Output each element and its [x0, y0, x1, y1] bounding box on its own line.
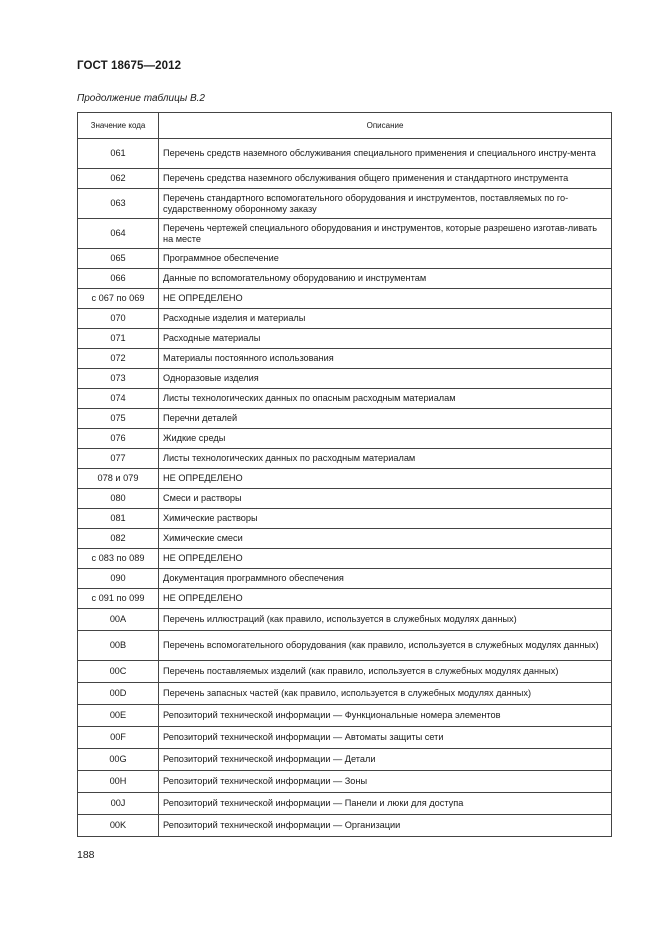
code-cell: 00H: [78, 771, 159, 793]
table-row: [78, 489, 612, 509]
code-cell: 070: [78, 309, 159, 329]
description-cell: Программное обеспечение: [159, 249, 612, 269]
code-cell: 075: [78, 409, 159, 429]
code-cell: 073: [78, 369, 159, 389]
document-header: ГОСТ 18675—2012: [77, 60, 182, 72]
table-caption: Продолжение таблицы В.2: [77, 93, 205, 104]
description-cell: НЕ ОПРЕДЕЛЕНО: [159, 549, 612, 569]
code-cell: 072: [78, 349, 159, 369]
table-row: [78, 139, 612, 169]
description-cell: Расходные материалы: [159, 329, 612, 349]
table-row: [78, 771, 612, 793]
table-row: [78, 793, 612, 815]
code-cell: с 067 по 069: [78, 289, 159, 309]
description-cell: Одноразовые изделия: [159, 369, 612, 389]
description-cell: Листы технологических данных по опасным расходным материалам: [159, 389, 612, 409]
column-header-description: Описание: [159, 113, 612, 139]
page-number: 188: [77, 849, 95, 861]
code-cell: 080: [78, 489, 159, 509]
table-row: [78, 661, 612, 683]
code-cell: 078 и 079: [78, 469, 159, 489]
table-row: [78, 329, 612, 349]
description-cell: Перечни деталей: [159, 409, 612, 429]
table-row: [78, 727, 612, 749]
table-row: [78, 409, 612, 429]
description-cell: Перечень запасных частей (как правило, используется в служебных модулях данных): [159, 683, 612, 705]
description-cell: Репозиторий технической информации — Детали: [159, 749, 612, 771]
code-cell: 00J: [78, 793, 159, 815]
code-cell: 00D: [78, 683, 159, 705]
description-cell: Данные по вспомогательному оборудованию и инструментам: [159, 269, 612, 289]
description-cell: НЕ ОПРЕДЕЛЕНО: [159, 289, 612, 309]
table-row: [78, 589, 612, 609]
code-cell: 077: [78, 449, 159, 469]
description-cell: Репозиторий технической информации — Панели и люки для доступа: [159, 793, 612, 815]
table-row: [78, 569, 612, 589]
table-row: [78, 749, 612, 771]
code-cell: 00K: [78, 815, 159, 837]
table-row: [78, 219, 612, 249]
code-cell: 00B: [78, 631, 159, 661]
description-cell: Репозиторий технической информации — Функциональные номера элементов: [159, 705, 612, 727]
table-row: [78, 369, 612, 389]
code-cell: 00G: [78, 749, 159, 771]
code-cell: 081: [78, 509, 159, 529]
table-row: [78, 269, 612, 289]
description-cell: Перечень чертежей специального оборудования и инструментов, которые разрешено изготав-ливать на месте: [159, 219, 612, 249]
description-cell: Материалы постоянного использования: [159, 349, 612, 369]
code-cell: 074: [78, 389, 159, 409]
code-cell: 00C: [78, 661, 159, 683]
code-cell: 076: [78, 429, 159, 449]
code-cell: 071: [78, 329, 159, 349]
description-cell: Перечень поставляемых изделий (как правило, используется в служебных модулях данных): [159, 661, 612, 683]
description-cell: НЕ ОПРЕДЕЛЕНО: [159, 589, 612, 609]
table-row: [78, 683, 612, 705]
description-cell: Расходные изделия и материалы: [159, 309, 612, 329]
description-cell: Репозиторий технической информации — Зоны: [159, 771, 612, 793]
table-row: [78, 349, 612, 369]
code-cell: 00E: [78, 705, 159, 727]
table-row: [78, 469, 612, 489]
code-cell: 00F: [78, 727, 159, 749]
table-row: [78, 815, 612, 837]
table-row: [78, 249, 612, 269]
code-cell: 065: [78, 249, 159, 269]
description-cell: Перечень средств наземного обслуживания специального применения и специального инстру-мента: [159, 139, 612, 169]
code-cell: 066: [78, 269, 159, 289]
table-row: [78, 705, 612, 727]
description-cell: Листы технологических данных по расходным материалам: [159, 449, 612, 469]
description-cell: Перечень иллюстраций (как правило, используется в служебных модулях данных): [159, 609, 612, 631]
table-row: [78, 389, 612, 409]
table-row: [78, 609, 612, 631]
code-cell: 063: [78, 189, 159, 219]
description-cell: Репозиторий технической информации — Автоматы защиты сети: [159, 727, 612, 749]
table-row: [78, 549, 612, 569]
table-row: [78, 529, 612, 549]
code-table: [77, 112, 612, 837]
table-row: [78, 309, 612, 329]
code-cell: 090: [78, 569, 159, 589]
table-row: [78, 449, 612, 469]
description-cell: Перечень средства наземного обслуживания общего применения и стандартного инструмента: [159, 169, 612, 189]
code-cell: 00A: [78, 609, 159, 631]
description-cell: Химические растворы: [159, 509, 612, 529]
table-row: [78, 509, 612, 529]
code-cell: 062: [78, 169, 159, 189]
description-cell: Документация программного обеспечения: [159, 569, 612, 589]
description-cell: Репозиторий технической информации — Организации: [159, 815, 612, 837]
description-cell: НЕ ОПРЕДЕЛЕНО: [159, 469, 612, 489]
code-cell: с 083 по 089: [78, 549, 159, 569]
description-cell: Химические смеси: [159, 529, 612, 549]
description-cell: Перечень вспомогательного оборудования (как правило, используется в служебных модулях данных): [159, 631, 612, 661]
table-row: [78, 289, 612, 309]
code-cell: 082: [78, 529, 159, 549]
table-row: [78, 189, 612, 219]
table-header-row: [78, 113, 612, 139]
code-cell: 064: [78, 219, 159, 249]
table-row: [78, 429, 612, 449]
table-row: [78, 169, 612, 189]
description-cell: Перечень стандартного вспомогательного оборудования и инструментов, поставляемых по го-сударственному оборонному заказу: [159, 189, 612, 219]
code-cell: 061: [78, 139, 159, 169]
column-header-code: Значение кода: [78, 113, 159, 139]
table-row: [78, 631, 612, 661]
code-cell: с 091 по 099: [78, 589, 159, 609]
description-cell: Смеси и растворы: [159, 489, 612, 509]
description-cell: Жидкие среды: [159, 429, 612, 449]
